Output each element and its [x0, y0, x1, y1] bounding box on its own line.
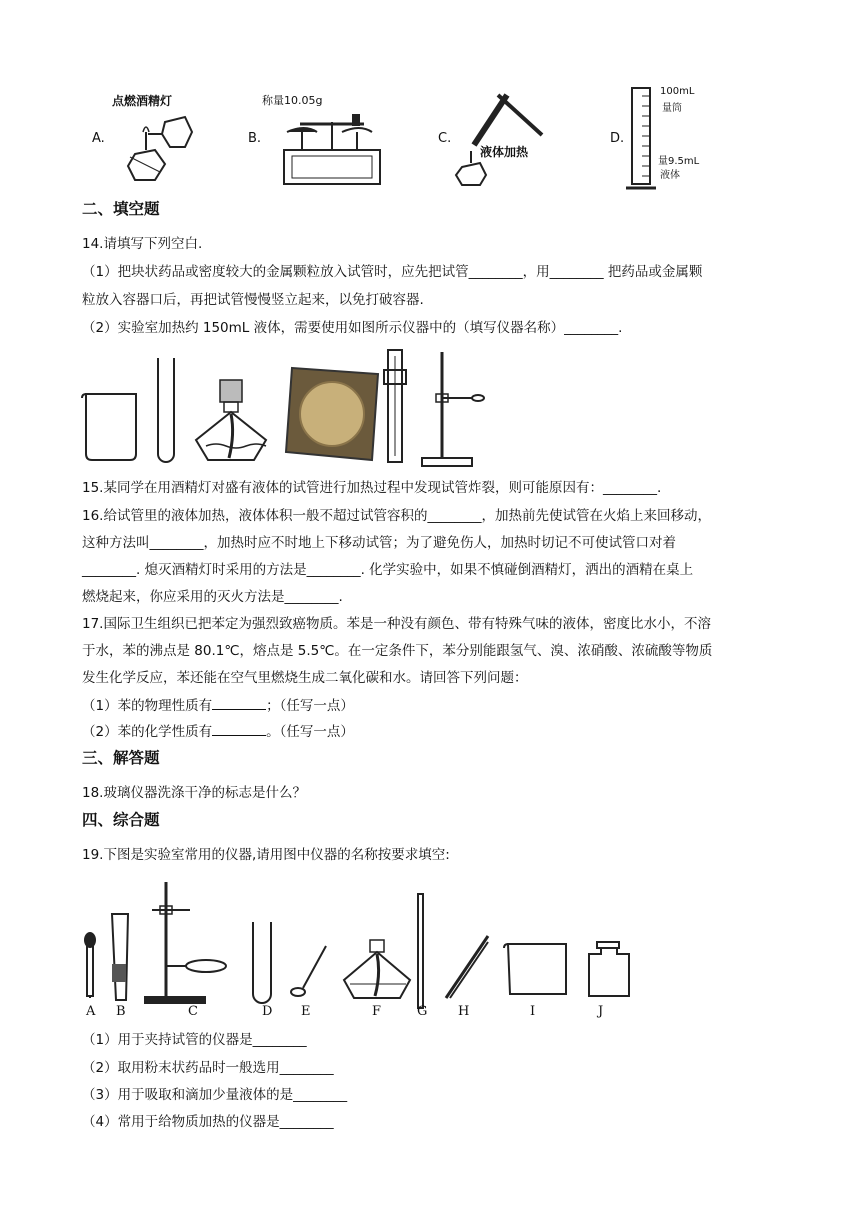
- option-a-figure: [110, 92, 220, 187]
- q16-line1: 16.给试管里的液体加热，液体体积一般不超过试管容积的________，加热前先使试管在火焰上来回移动，: [82, 508, 711, 524]
- q19-sub4: （4）常用于给物质加热的仪器是________: [82, 1114, 334, 1130]
- alcohol-lamp-icon: [192, 378, 272, 468]
- q17-sub2: [82, 721, 354, 742]
- q14-stem: 14.请填写下列空白.: [82, 236, 203, 252]
- q15-text: 15.某同学在用酒精灯对盛有液体的试管进行加热过程中发现试管炸裂，则可能原因有：________.: [82, 480, 662, 496]
- q17-sub2-blank[interactable]: [212, 721, 266, 736]
- q17-sub1-blank[interactable]: [212, 695, 266, 710]
- iron-stand-icon: [420, 350, 490, 468]
- q19-label-e: E: [301, 1004, 311, 1019]
- q14-part2: （2）实验室加热约 150mL 液体，需要使用如图所示仪器中的（填写仪器名称）________.: [82, 320, 623, 336]
- beaker-icon: [504, 940, 574, 1000]
- q14-part1-line2: 粒放入容器口后，再把试管慢慢竖立起来，以免打破容器.: [82, 292, 424, 308]
- q17-line1: 17.国际卫生组织已把苯定为强烈致癌物质。苯是一种没有颜色、带有特殊气味的液体，密度比水小，不溶: [82, 616, 711, 632]
- medicine-spoon-icon: [290, 942, 330, 1002]
- section-3-title: 三、解答题: [82, 749, 160, 767]
- option-d-letter: D.: [610, 131, 625, 146]
- q19-label-f: F: [372, 1004, 382, 1019]
- q19-label-d: D: [262, 1004, 273, 1019]
- q19-stem: 19.下图是实验室常用的仪器,请用图中仪器的名称按要求填空:: [82, 847, 450, 863]
- q19-label-i: I: [530, 1004, 536, 1019]
- heating-test-tube-icon: [452, 85, 552, 190]
- q19-apparatus-figure: [80, 876, 640, 1026]
- option-d-figure: [626, 84, 716, 192]
- q16-line2: 这种方法叫________，加热时应不时地上下移动试管；为了避免伤人，加热时切记不可使试管口对着: [82, 535, 676, 551]
- tweezers-icon: [442, 932, 492, 1002]
- q14-part1-line1: （1）把块状药品或密度较大的金属颗粒放入试管时，应先把试管________，用________ 把药品或金属颗: [82, 264, 703, 280]
- q17-sub1-prompt: （1）苯的物理性质有: [82, 698, 213, 714]
- asbestos-gauze-icon: [282, 364, 382, 464]
- section-2-title: 二、填空题: [82, 200, 160, 218]
- q19-label-b: B: [116, 1004, 126, 1019]
- q19-label-j: J: [598, 1004, 604, 1019]
- option-b-letter: B.: [248, 131, 262, 146]
- q19-sub3: （3）用于吸取和滴加少量液体的是________: [82, 1087, 348, 1103]
- option-c-letter: C.: [438, 131, 452, 146]
- test-tube-holder-icon: [108, 914, 132, 1014]
- test-tube-icon: [152, 358, 182, 468]
- q16-line4: 燃烧起来，你应采用的灭火方法是________.: [82, 589, 343, 605]
- q19-sub2: （2）取用粉末状药品时一般选用________: [82, 1060, 334, 1076]
- q19-sub1: （1）用于夹持试管的仪器是________: [82, 1032, 307, 1048]
- option-d-caption-bottom-2: 液体: [660, 170, 680, 181]
- q18-text: 18.玻璃仪器洗涤干净的标志是什么？: [82, 785, 306, 801]
- option-a-letter: A.: [92, 131, 105, 146]
- option-d-caption-top-1: 100mL: [660, 86, 695, 97]
- q19-label-h: H: [458, 1004, 470, 1019]
- option-b-figure: [262, 92, 392, 187]
- test-tube-clamp-icon: [382, 350, 412, 468]
- q19-label-a: A: [86, 1004, 96, 1019]
- q17-sub2-prompt: （2）苯的化学性质有: [82, 724, 213, 740]
- option-c-figure: [452, 85, 552, 190]
- test-tube-icon: [250, 922, 274, 1012]
- q19-label-c: C: [188, 1004, 198, 1019]
- q19-label-g: G: [417, 1004, 428, 1019]
- q14-apparatus-figure: [82, 350, 482, 468]
- option-c-caption: 液体加热: [480, 145, 529, 159]
- q17-line3: 发生化学反应，苯还能在空气里燃烧生成二氧化碳和水。请回答下列问题：: [82, 670, 528, 686]
- alcohol-lamp-icon: [344, 940, 414, 1010]
- iron-stand-with-ring-icon: [142, 880, 232, 1010]
- q17-sub1: [82, 695, 354, 716]
- option-d-caption-top-2: 量筒: [662, 103, 682, 114]
- option-d-caption-bottom-1: 量9.5mL: [658, 156, 700, 167]
- glass-rod-icon: [416, 894, 426, 1014]
- reagent-bottle-icon: [585, 940, 635, 1000]
- option-b-caption: 称量10.05g: [262, 94, 323, 107]
- section-4-title: 四、综合题: [82, 811, 160, 829]
- q17-sub2-note: 。（任写一点）: [266, 724, 354, 740]
- q16-line3: ________. 熄灭酒精灯时采用的方法是________. 化学实验中，如果不慎碰倒酒精灯，洒出的酒精在桌上: [82, 562, 694, 578]
- q17-sub1-note: ；（任写一点）: [266, 698, 354, 714]
- q17-line2: 于水，苯的沸点是 80.1℃，熔点是 5.5℃。在一定条件下，苯分别能跟氢气、溴、浓硝酸、浓硫酸等物质: [82, 643, 713, 659]
- option-a-caption: 点燃酒精灯: [112, 94, 173, 108]
